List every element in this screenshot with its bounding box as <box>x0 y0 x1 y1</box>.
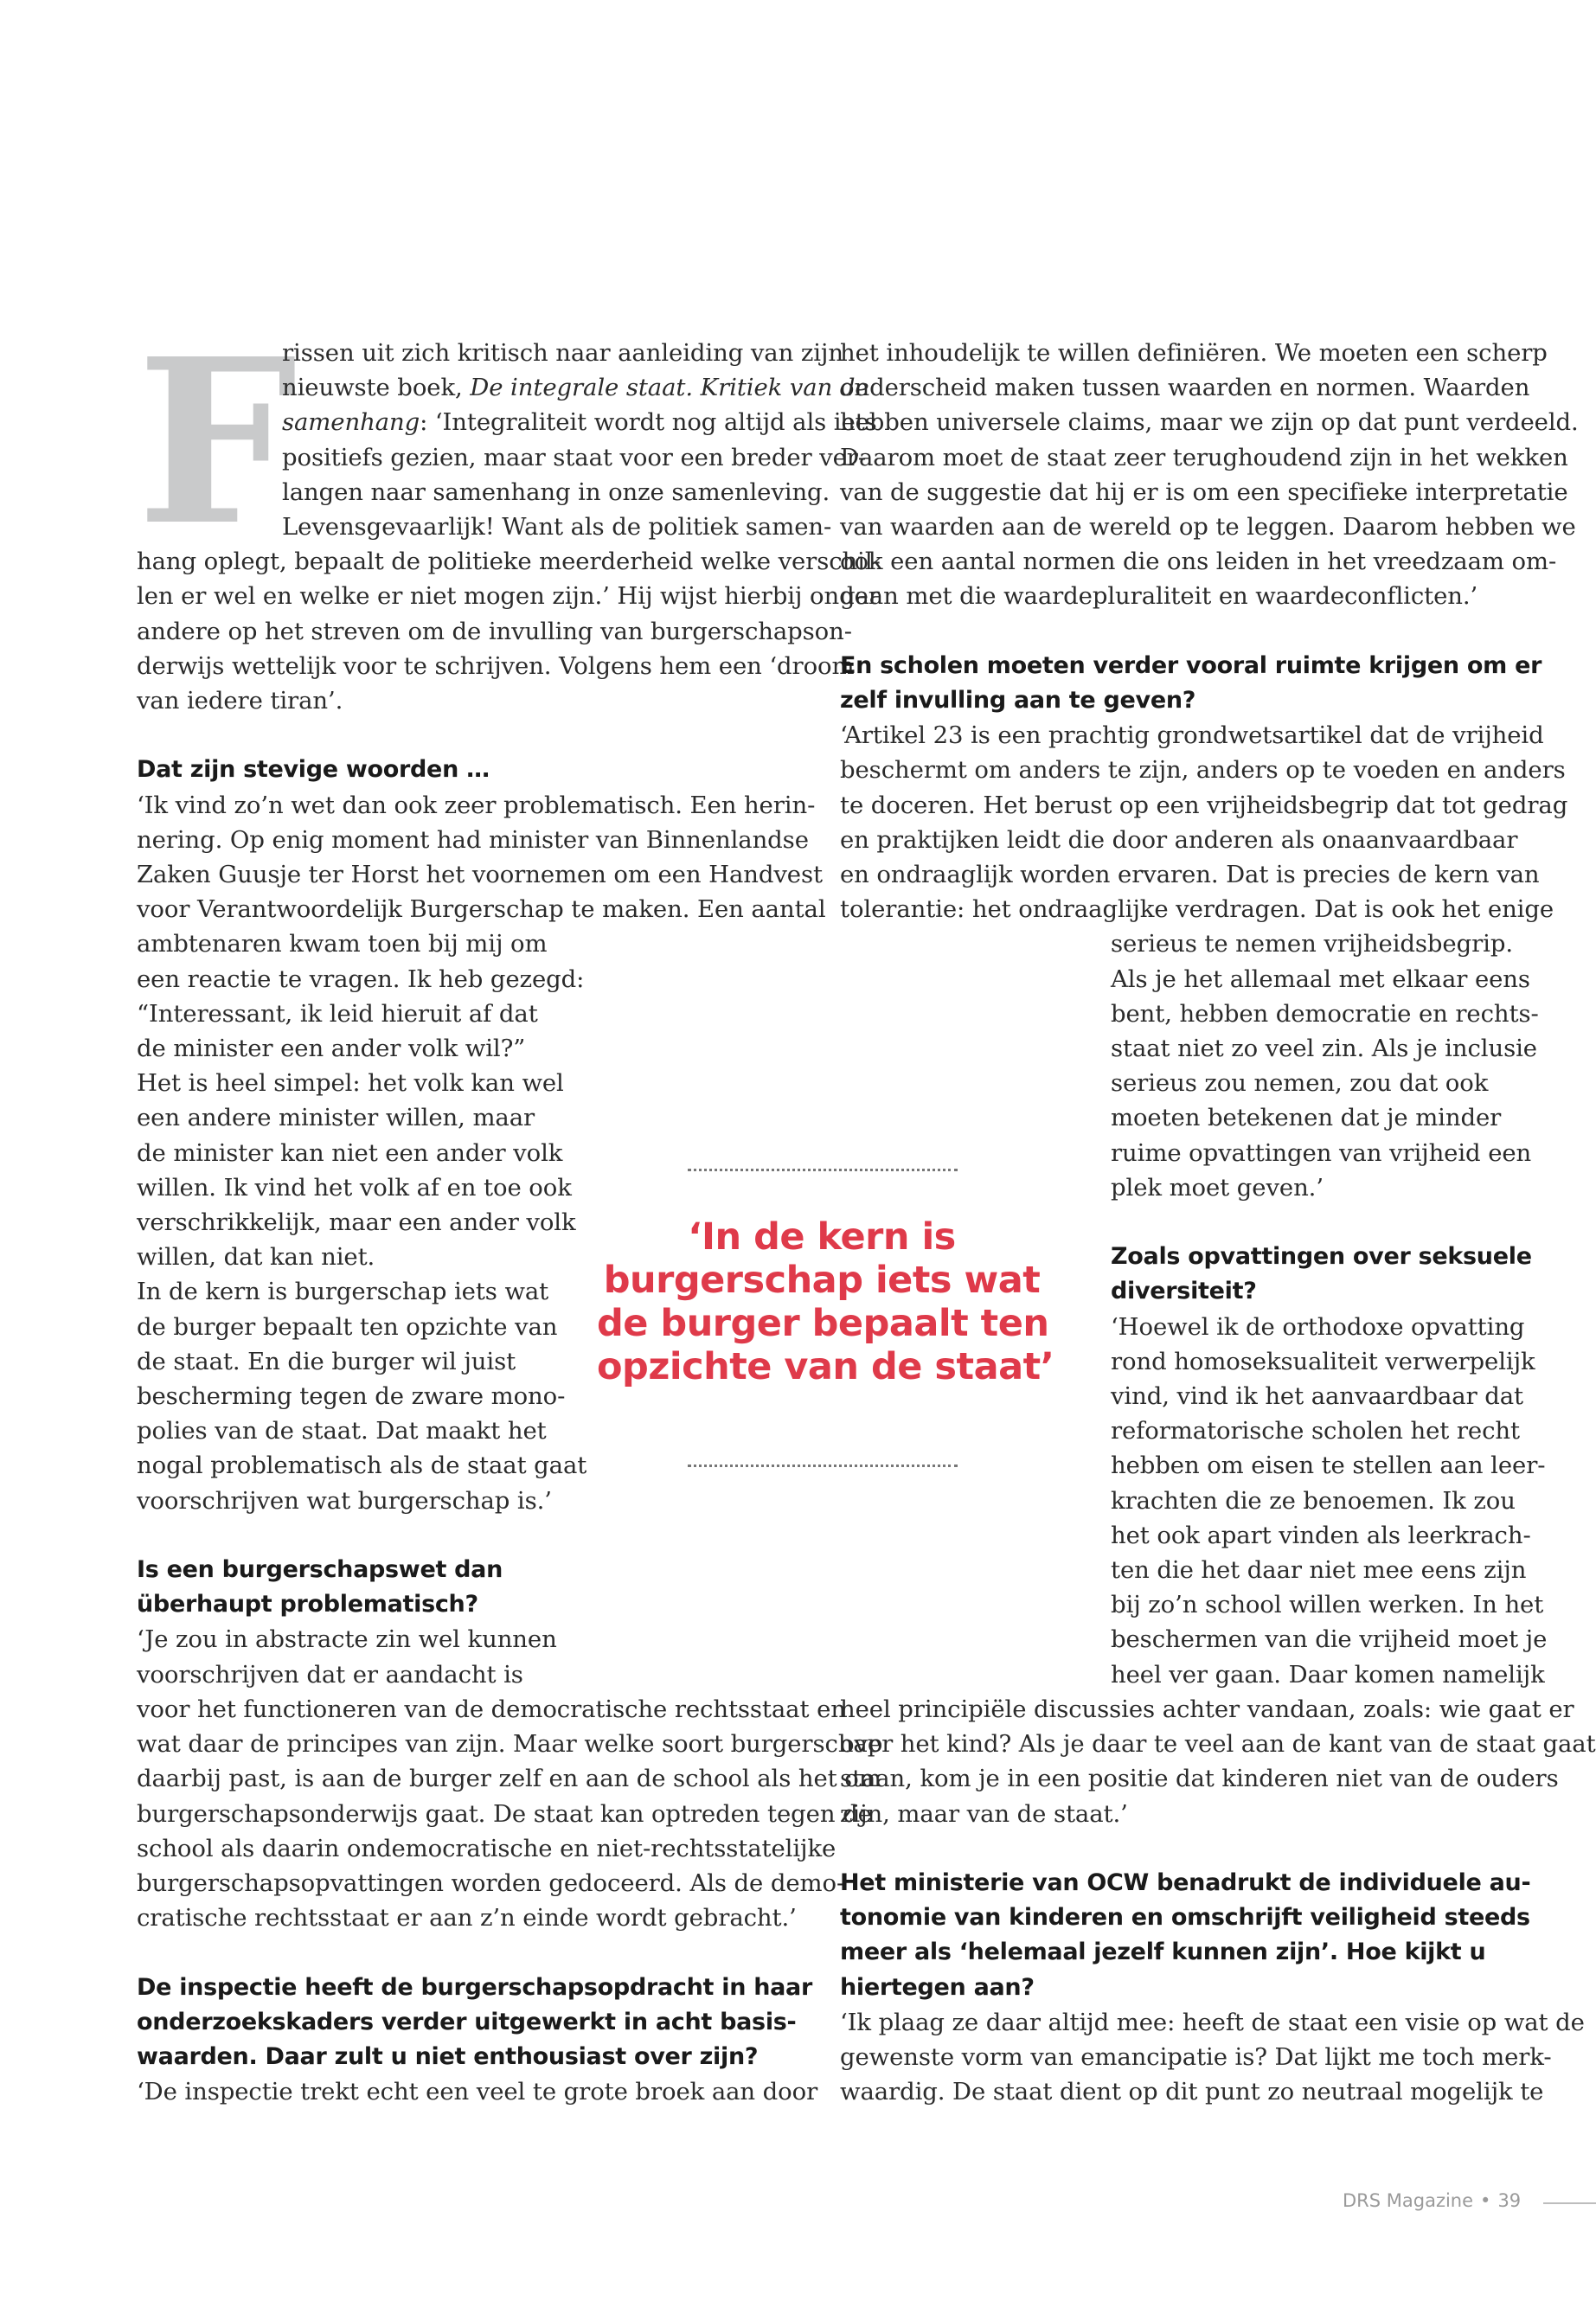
body-text-line: heel ver gaan. Daar komen namelijk <box>1111 1660 1545 1689</box>
body-text-line: over het kind? Als je daar te veel aan de kant van de staat gaat <box>840 1730 1596 1759</box>
body-text-line: polies van de staat. Dat maakt het <box>137 1417 547 1445</box>
paragraph-spacer <box>137 1518 820 1553</box>
body-text-line: het ook apart vinden als leerkrach- <box>1111 1521 1531 1549</box>
body-text-line: voorschrijven dat er aandacht is <box>137 1660 523 1689</box>
interview-question: Zoals opvattingen over seksuele <box>1111 1243 1532 1271</box>
body-text-line: voor het functioneren van de democratische rechtsstaat en <box>137 1695 846 1723</box>
body-text-line: ook een aantal normen die ons leiden in het vreedzaam om- <box>840 548 1557 576</box>
body-text-line: plek moet geven.’ <box>1111 1173 1324 1202</box>
body-text-line: gaan met die waardepluraliteit en waardeconflicten.’ <box>840 582 1478 611</box>
body-text-line: hebben universele claims, maar we zijn op dat punt verdeeld. <box>840 408 1579 437</box>
body-text-line: beschermen van die vrijheid moet je <box>1111 1625 1548 1654</box>
interview-question: onderzoekskaders verder uitgewerkt in acht basis- <box>137 2008 797 2035</box>
body-text-line: ruime opvattingen van vrijheid een <box>1111 1138 1532 1167</box>
body-text-line: “Interessant, ik leid hieruit af dat <box>137 999 538 1028</box>
body-text-line: nogal problematisch als de staat gaat <box>137 1452 587 1480</box>
body-text-line: de minister een ander volk wil?” <box>137 1035 526 1063</box>
body-text-line: rond homoseksualiteit verwerpelijk <box>1111 1347 1535 1375</box>
body-text-line: school als daarin ondemocratische en niet-rechtsstatelijke <box>137 1834 836 1862</box>
footer-separator: • <box>1480 2190 1491 2211</box>
body-text-line: Levensgevaarlijk! Want als de politiek samen- <box>282 513 832 542</box>
body-text-line: positiefs gezien, maar staat voor een breder ver- <box>282 443 867 471</box>
pull-quote-line: burgerschap iets wat <box>603 1259 1041 1302</box>
book-title-italic: De integrale staat. Kritiek van de <box>470 374 869 402</box>
text-run: nieuwste boek, <box>282 374 471 402</box>
pull-quote <box>597 1215 1054 1388</box>
footer-magazine-name: DRS Magazine <box>1343 2190 1474 2211</box>
body-text-line: nering. Op enig moment had minister van Binnenlandse <box>137 825 809 854</box>
body-text-line: willen, dat kan niet. <box>137 1243 375 1272</box>
paragraph-spacer <box>840 1831 1515 1866</box>
body-text-line: de staat. En die burger wil juist <box>137 1347 516 1375</box>
body-text-line: voorschrijven wat burgerschap is.’ <box>137 1486 552 1515</box>
paragraph-spacer <box>840 614 1515 649</box>
body-text-line: van waarden aan de wereld op te leggen. Daarom hebben we <box>840 513 1576 542</box>
body-text-line: hebben om eisen te stellen aan leer- <box>1111 1452 1546 1480</box>
pull-quote-divider-top <box>688 1169 958 1171</box>
body-text-line: vind, vind ik het aanvaardbaar dat <box>1111 1382 1524 1411</box>
body-text-line: ‘Hoewel ik de orthodoxe opvatting <box>1111 1312 1525 1341</box>
body-text-line: een andere minister willen, maar <box>137 1104 535 1132</box>
body-text-line: onderscheid maken tussen waarden en normen. Waarden <box>840 374 1530 402</box>
body-text-line: beschermt om anders te zijn, anders op te voeden en anders <box>840 756 1566 785</box>
interview-question: Is een burgerschapswet dan <box>137 1556 503 1584</box>
body-text-line: reformatorische scholen het recht <box>1111 1417 1520 1445</box>
body-text-line: ambtenaren kwam toen bij mij om <box>137 930 548 958</box>
body-text-line: Zaken Guusje ter Horst het voornemen om een Handvest <box>137 861 823 889</box>
pull-quote-line: opzichte van de staat’ <box>597 1345 1054 1388</box>
footer-rule <box>1543 2202 1596 2204</box>
pull-quote-line: ‘In de kern is <box>688 1215 956 1259</box>
page-footer <box>1343 2190 1521 2211</box>
body-text-line: Het is heel simpel: het volk kan wel <box>137 1069 564 1098</box>
body-text-line: ‘Ik plaag ze daar altijd mee: heeft de staat een visie op wat de <box>840 2008 1585 2036</box>
body-text-line: rissen uit zich kritisch naar aanleiding van zijn <box>282 339 843 367</box>
body-text-line: gewenste vorm van emancipatie is? Dat lijkt me toch merk- <box>840 2042 1552 2071</box>
body-text-line: en ondraaglijk worden ervaren. Dat is precies de kern van <box>840 861 1540 889</box>
body-text-line: In de kern is burgerschap iets wat <box>137 1278 549 1306</box>
text-run: : ‘Integraliteit wordt nog altijd als iets <box>420 408 877 437</box>
drop-cap: F <box>137 309 298 575</box>
body-text-line <box>137 370 869 405</box>
body-text-line: staat niet zo veel zin. Als je inclusie <box>1111 1035 1537 1063</box>
body-text-line: serieus te nemen vrijheidsbegrip. <box>1111 930 1513 958</box>
body-text-line: bent, hebben democratie en rechts- <box>1111 999 1539 1028</box>
pull-quote-divider-bottom <box>688 1465 958 1467</box>
body-text-line: willen. Ik vind het volk af en toe ook <box>137 1173 572 1202</box>
body-text-line: burgerschapsopvattingen worden gedoceerd. Als de demo- <box>137 1868 845 1897</box>
body-text-line: ‘Je zou in abstracte zin wel kunnen <box>137 1625 557 1654</box>
body-text-line: een reactie te vragen. Ik heb gezegd: <box>137 965 585 993</box>
interview-question: meer als ‘helemaal jezelf kunnen zijn’. Hoe kijkt u <box>840 1939 1486 1966</box>
body-text-line: hang oplegt, bepaalt de politieke meerderheid welke verschil- <box>137 548 881 576</box>
interview-question: En scholen moeten verder vooral ruimte krijgen om er <box>840 651 1542 679</box>
interview-question: tonomie van kinderen en omschrijft veiligheid steeds <box>840 1904 1530 1932</box>
body-text-line: ‘Artikel 23 is een prachtig grondwetsartikel dat de vrijheid <box>840 721 1544 750</box>
body-text-line: Daarom moet de staat zeer terughoudend zijn in het wekken <box>840 443 1568 471</box>
body-text-line: staan, kom je in een positie dat kinderen niet van de ouders <box>840 1765 1559 1793</box>
body-text-line: langen naar samenhang in onze samenleving. <box>282 478 830 506</box>
interview-question: diversiteit? <box>1111 1278 1257 1305</box>
body-text-line: len er wel en welke er niet mogen zijn.’ Hij wijst hierbij onder <box>137 582 880 611</box>
body-text-line: de minister kan niet een ander volk <box>137 1138 563 1167</box>
body-text-line: voor Verantwoordelijk Burgerschap te maken. Een aantal <box>137 895 826 924</box>
body-text-line: tolerantie: het ondraaglijke verdragen. Dat is ook het enige <box>840 895 1554 924</box>
interview-question: Het ministerie van OCW benadrukt de individuele au- <box>840 1868 1531 1896</box>
body-text-line: bescherming tegen de zware mono- <box>137 1382 566 1411</box>
body-text-line: de burger bepaalt ten opzichte van <box>137 1312 558 1341</box>
body-text-line <box>137 405 877 439</box>
body-text-line: serieus zou nemen, zou dat ook <box>1111 1069 1489 1098</box>
interview-question: waarden. Daar zult u niet enthousiast over zijn? <box>137 2042 759 2070</box>
body-text-line: ten die het daar niet mee eens zijn <box>1111 1556 1527 1585</box>
body-text-line: bij zo’n school willen werken. In het <box>1111 1591 1544 1619</box>
body-text-line: cratische rechtsstaat er aan z’n einde wordt gebracht.’ <box>137 1904 797 1932</box>
interview-question: Dat zijn stevige woorden … <box>137 756 490 784</box>
body-text-line: Als je het allemaal met elkaar eens <box>1111 965 1530 993</box>
body-text-line: krachten die ze benoemen. Ik zou <box>1111 1486 1516 1515</box>
body-text-line: zijn, maar van de staat.’ <box>840 1799 1128 1828</box>
body-text-line: derwijs wettelijk voor te schrijven. Volgens hem een ‘droom <box>137 651 855 680</box>
book-title-italic: samenhang <box>282 408 420 437</box>
body-text-line: wat daar de principes van zijn. Maar welke soort burgerschap <box>137 1730 883 1759</box>
body-text-line: daarbij past, is aan de burger zelf en aan de school als het om <box>137 1765 881 1793</box>
body-text-line: heel principiële discussies achter vandaan, zoals: wie gaat er <box>840 1695 1574 1723</box>
body-text-line: ‘De inspectie trekt echt een veel te grote broek aan door <box>137 2078 818 2106</box>
interview-question: De inspectie heeft de burgerschapsopdracht in haar <box>137 1973 812 2001</box>
pull-quote-line: de burger bepaalt ten <box>597 1302 1049 1345</box>
body-text-line: verschrikkelijk, maar een ander volk <box>137 1208 576 1237</box>
body-text-line: en praktijken leidt die door anderen als onaanvaardbaar <box>840 825 1518 854</box>
paragraph-spacer <box>137 1935 820 1970</box>
body-text-line: van iedere tiran’. <box>137 687 343 715</box>
body-text-line: moeten betekenen dat je minder <box>1111 1104 1502 1132</box>
interview-question: zelf invulling aan te geven? <box>840 687 1196 715</box>
body-text-line: te doceren. Het berust op een vrijheidsbegrip dat tot gedrag <box>840 791 1568 819</box>
interview-question: überhaupt problematisch? <box>137 1591 478 1618</box>
page-number: 39 <box>1497 2190 1522 2211</box>
body-text-line: andere op het streven om de invulling van burgerschapson- <box>137 617 852 645</box>
body-text-line: ‘Ik vind zo’n wet dan ook zeer problematisch. Een herin- <box>137 791 816 819</box>
paragraph-spacer <box>137 718 820 753</box>
interview-question: hiertegen aan? <box>840 1973 1035 2001</box>
body-text-line: het inhoudelijk te willen definiëren. We moeten een scherp <box>840 339 1548 367</box>
body-text-line: burgerschapsonderwijs gaat. De staat kan optreden tegen de <box>137 1799 872 1828</box>
body-text-line: waardig. De staat dient op dit punt zo neutraal mogelijk te <box>840 2078 1544 2106</box>
body-text-line: van de suggestie dat hij er is om een specifieke interpretatie <box>840 478 1568 506</box>
